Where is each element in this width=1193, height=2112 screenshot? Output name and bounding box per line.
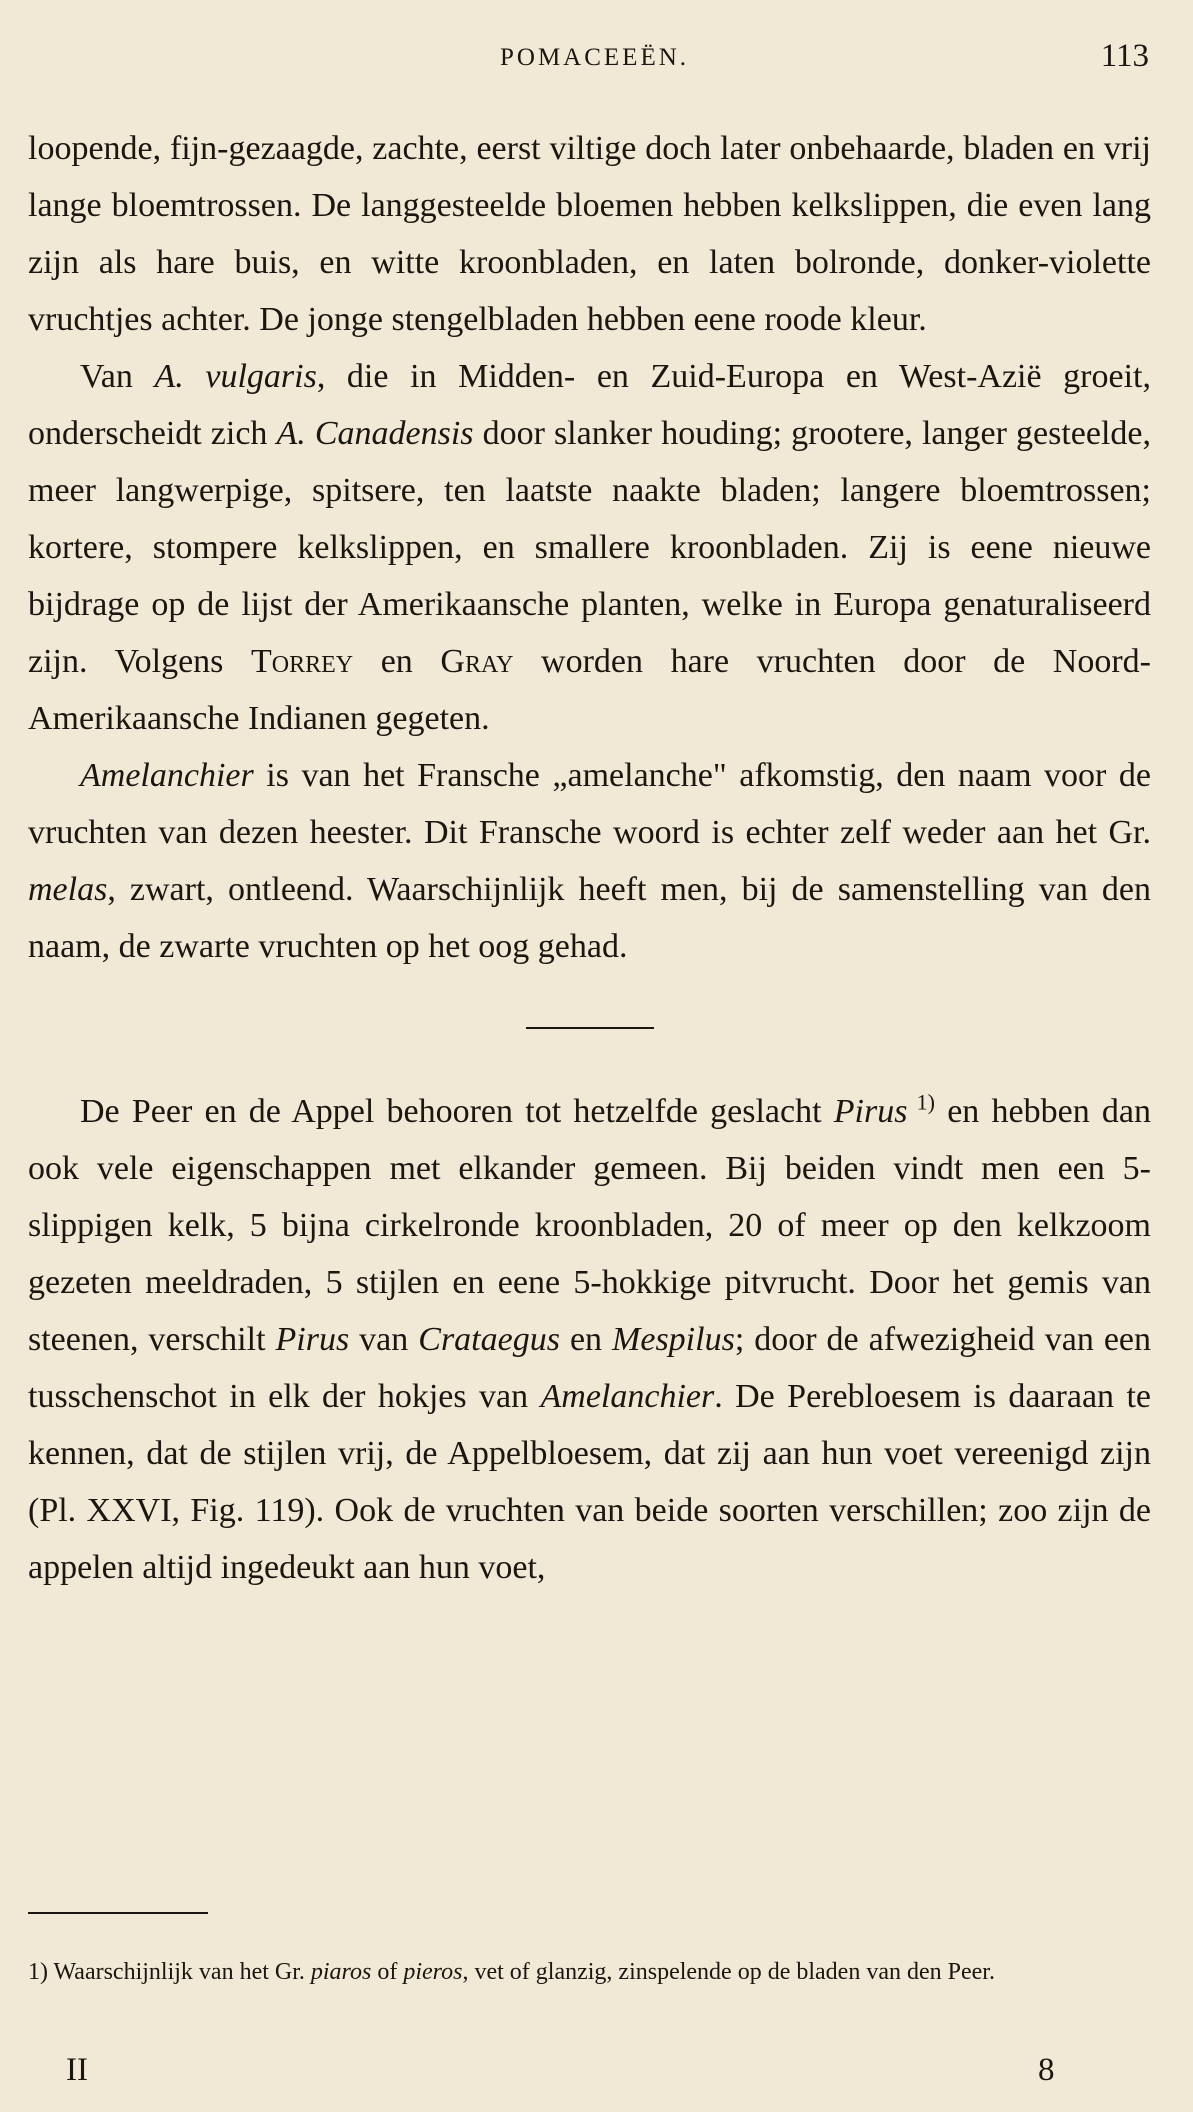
text-run: is van het Fransche „amelanche" afkomstig, den naam voor de vruchten van dezen heester. Dit Fransche woord is echter zelf weder aan het Gr. bbox=[28, 757, 1151, 851]
italic-term: Crataegus bbox=[418, 1321, 560, 1358]
italic-term: melas bbox=[28, 871, 108, 908]
text-run: , zwart, ontleend. Waarschijnlijk heeft men, bij de samenstelling van den naam, de zwarte vruchten op het oog gehad. bbox=[28, 871, 1151, 965]
italic-term: A. Canadensis bbox=[276, 415, 474, 452]
text-run: en bbox=[559, 1321, 613, 1358]
text-run: en hebben dan ook vele eigenschappen met elkander gemeen. Bij beiden vindt men een 5-slippigen kelk, 5 bijna cirkelronde kroonbladen, 20 of meer op den kelkzoom gezeten meeldraden, 5 stijlen en eene 5-hokkige pitvrucht. Door het gemis van steenen, verschilt bbox=[28, 1093, 1152, 1358]
italic-term: Pirus bbox=[833, 1093, 908, 1130]
text-run: 1) Waarschijnlijk van het Gr. bbox=[28, 1959, 311, 1985]
text-run: ; door de afwezigheid van een tusschenschot in elk der hokjes van bbox=[28, 1321, 1152, 1415]
italic-term: Mespilus bbox=[612, 1321, 735, 1358]
paragraph bbox=[28, 1083, 1151, 1596]
footnote bbox=[28, 1950, 1151, 1994]
text-run: De Peer en de Appel behooren tot hetzelfde geslacht bbox=[80, 1093, 834, 1130]
signature-mark: II bbox=[66, 2052, 88, 2088]
italic-term: A. vulgaris bbox=[154, 358, 317, 395]
running-title: POMACEEËN. bbox=[500, 44, 690, 71]
page-number: 113 bbox=[1100, 38, 1149, 74]
paragraph bbox=[28, 747, 1151, 975]
footnote-marker: 1) bbox=[907, 1089, 935, 1115]
italic-term: Amelanchier bbox=[80, 757, 254, 794]
author-name: Torrey bbox=[251, 643, 354, 680]
section-divider bbox=[526, 1027, 654, 1029]
text-run: door slanker houding; grootere, langer gesteelde, meer langwerpige, spitsere, ten laatste naakte bladen; langere bloemtrossen; kortere, stompere kelkslippen, en smallere kroonbladen. Zij is eene nieuwe bijdrage op de lijst der Amerikaansche planten, welke in Europa genaturaliseerd zijn. Volgens bbox=[28, 415, 1151, 680]
text-run: , die in Midden- en Zuid-Europa en West-Azië groeit, onderscheidt zich bbox=[28, 358, 1151, 452]
text-run: worden hare vruchten door de Noord-Amerikaansche Indianen gegeten. bbox=[28, 643, 1151, 737]
italic-term: piaros bbox=[310, 1959, 372, 1985]
running-head bbox=[0, 38, 1193, 78]
text-run: en bbox=[353, 643, 441, 680]
text-run: of bbox=[371, 1959, 404, 1985]
paragraph bbox=[28, 348, 1151, 747]
italic-term: Pirus bbox=[275, 1321, 350, 1358]
sheet-number: 8 bbox=[1038, 2052, 1055, 2088]
footnote-divider bbox=[28, 1912, 208, 1914]
paragraph bbox=[28, 120, 1151, 348]
author-name: Gray bbox=[440, 643, 514, 680]
text-run: loopende, fijn-gezaagde, zachte, eerst viltige doch later onbehaarde, bladen en vrij lange bloemtrossen. De langgesteelde bloemen hebben kelkslippen, die even lang zijn als hare buis, en witte kroonbladen, en laten bolronde, donker-violette vruchtjes achter. De jonge stengelbladen hebben eene roode kleur. bbox=[28, 130, 1151, 338]
text-run: van bbox=[349, 1321, 419, 1358]
text-run: , vet of glanzig, zinspelende op de bladen van den Peer. bbox=[462, 1959, 995, 1985]
text-run: Van bbox=[80, 358, 155, 395]
italic-term: Amelanchier bbox=[540, 1378, 715, 1415]
text-run: . De Perebloesem is daaraan te kennen, dat de stijlen vrij, de Appelbloesem, dat zij aan hun voet vereenigd zijn (Pl. XXVI, Fig. 119). Ook de vruchten van beide soorten verschillen; zoo zijn de appelen altijd ingedeukt aan hun voet, bbox=[28, 1378, 1151, 1586]
italic-term: pieros bbox=[403, 1959, 463, 1985]
body-text bbox=[28, 120, 1151, 1596]
